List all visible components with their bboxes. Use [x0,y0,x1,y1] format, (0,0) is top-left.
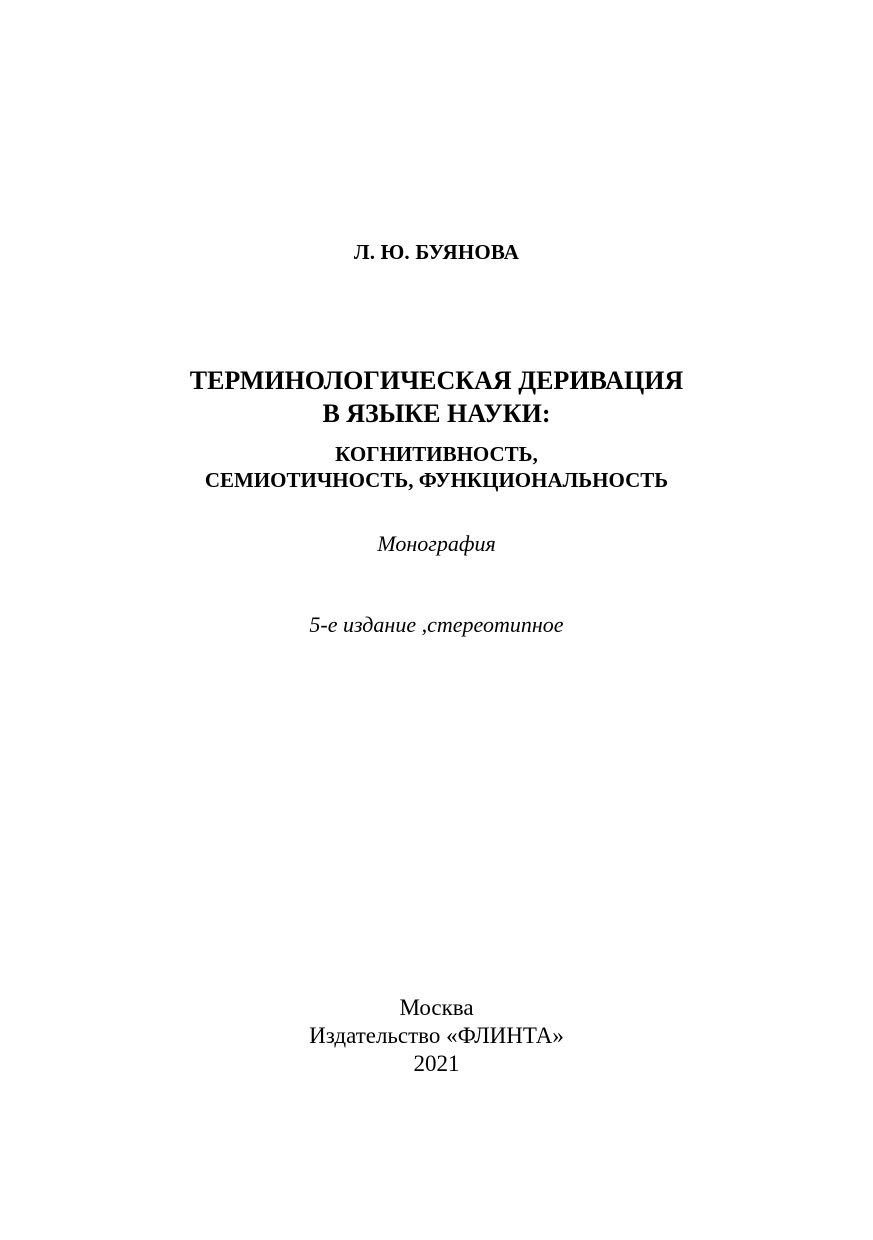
book-subtitle-line-2: СЕМИОТИЧНОСТЬ, ФУНКЦИОНАЛЬНОСТЬ [204,468,669,492]
genre-label: Монография [377,531,496,556]
book-title-line-2: В ЯЗЫКЕ НАУКИ: [322,399,551,428]
book-title-line-1: ТЕРМИНОЛОГИЧЕСКАЯ ДЕРИВАЦИЯ [189,366,684,395]
imprint-city: Москва [399,995,474,1020]
edition-label: 5-е издание ,стереотипное [309,612,564,637]
author-name: Л. Ю. БУЯНОВА [353,240,520,264]
imprint-year: 2021 [413,1051,460,1076]
book-subtitle-line-1: КОГНИТИВНОСТЬ, [335,442,538,466]
imprint-publisher: Издательство «ФЛИНТА» [309,1023,564,1048]
